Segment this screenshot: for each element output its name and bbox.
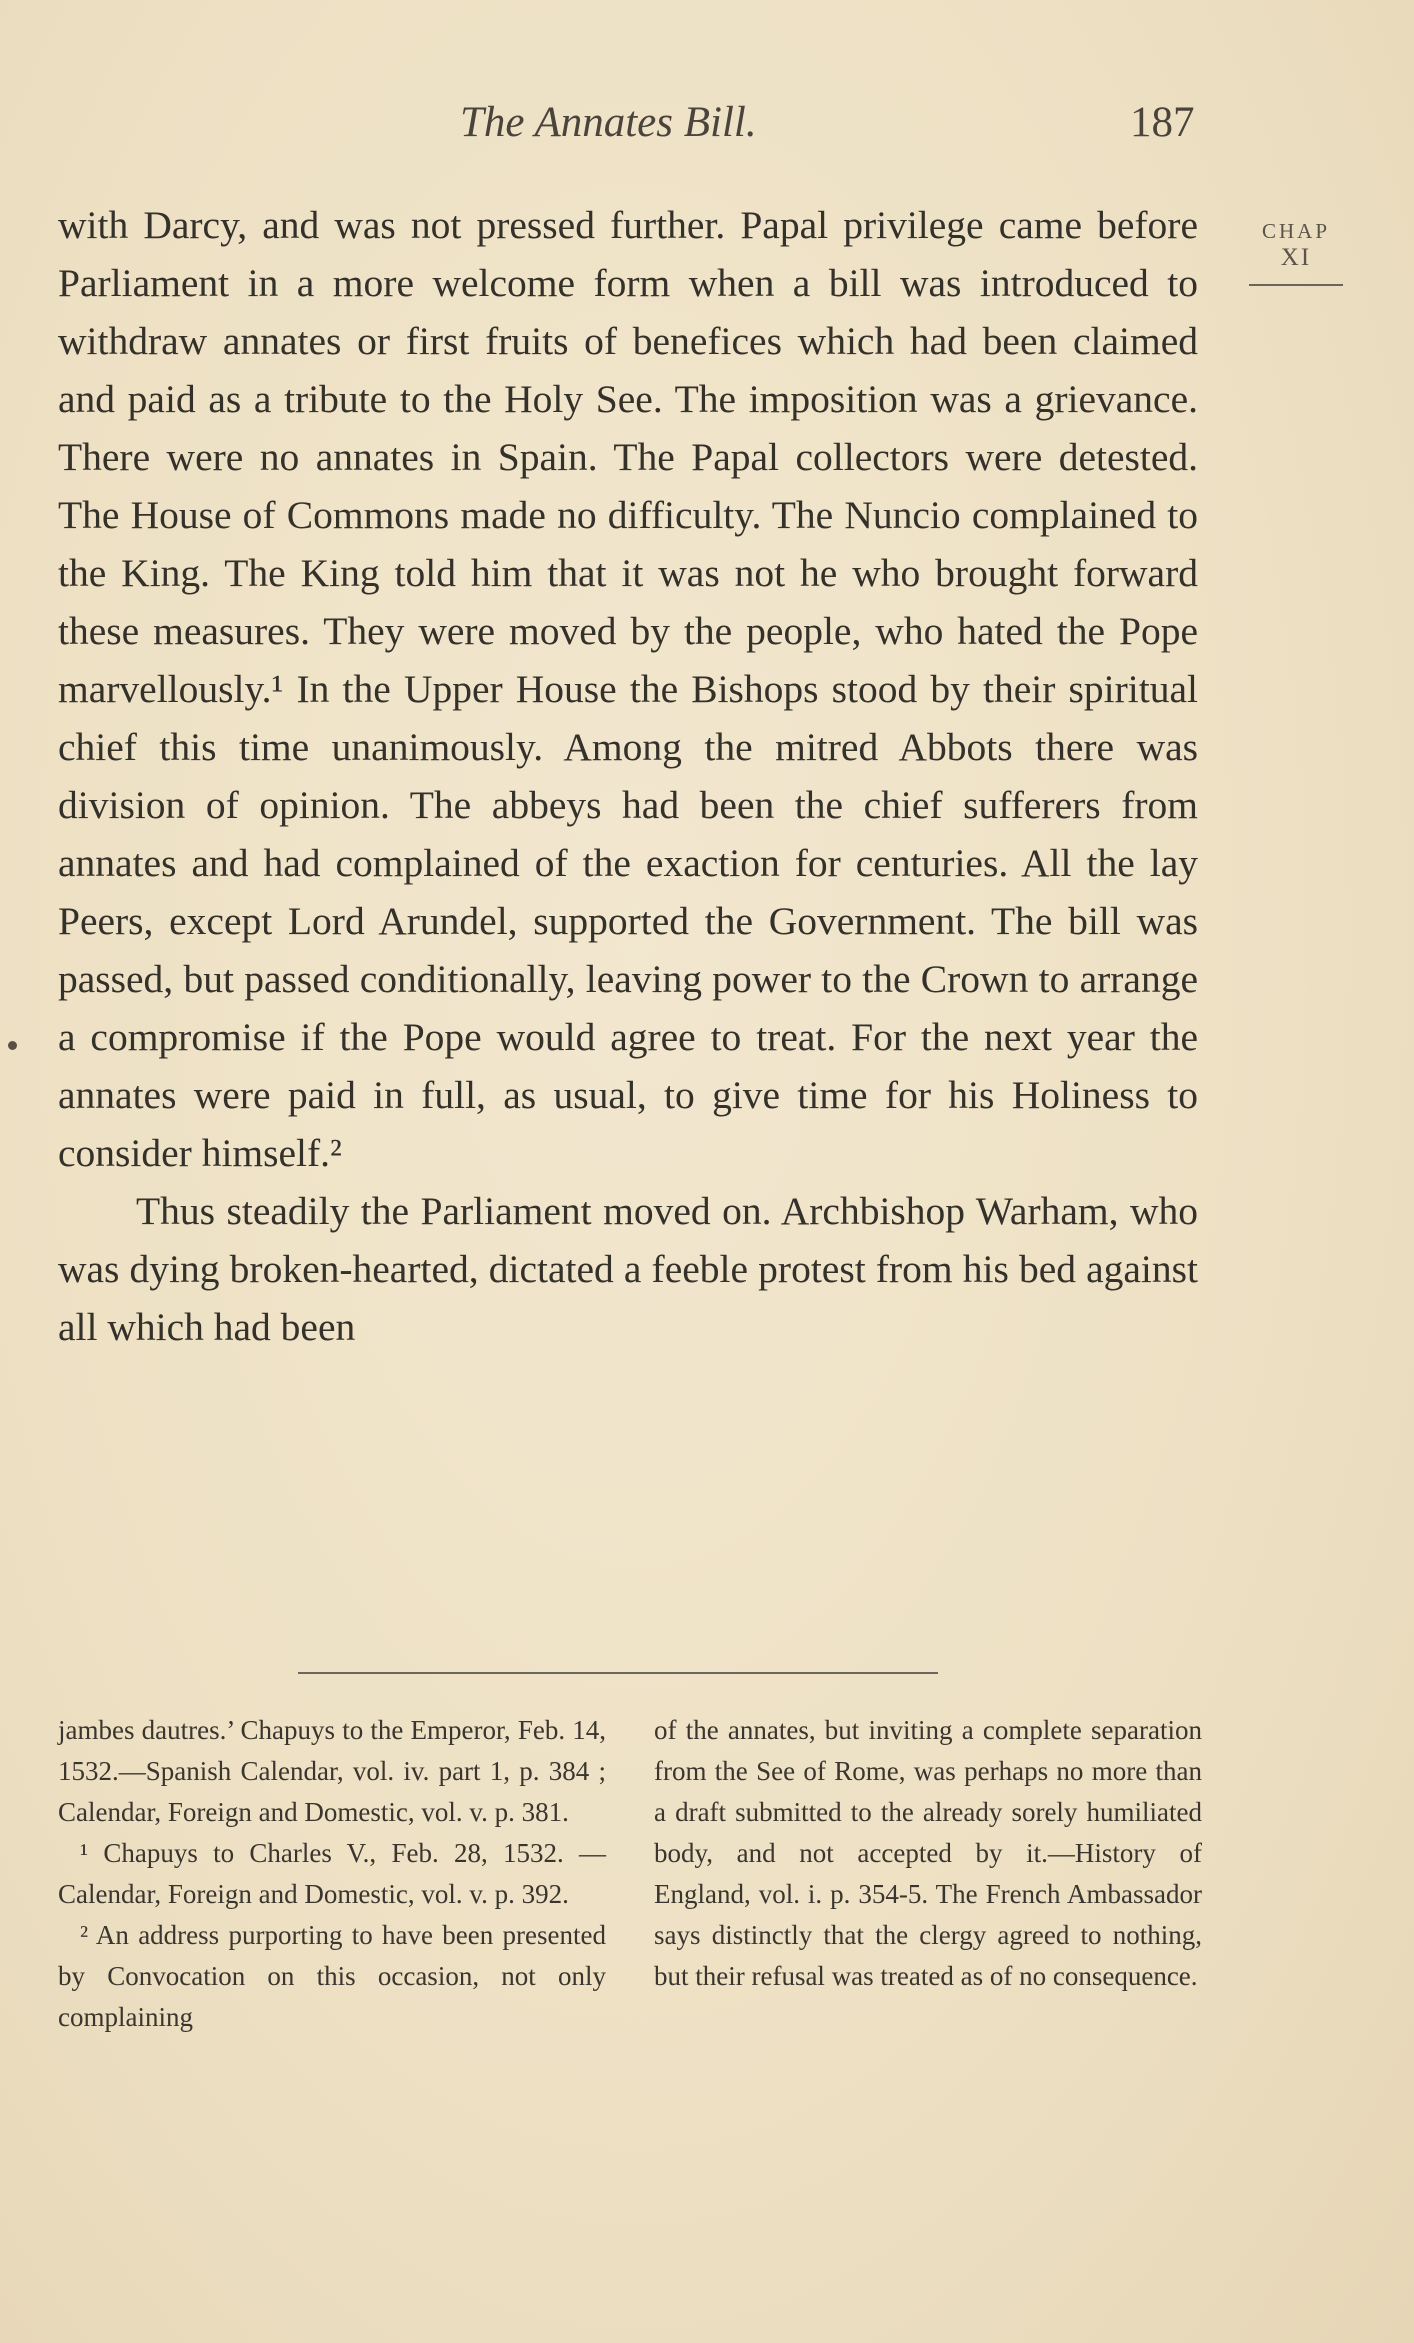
footnotes xyxy=(58,1710,1208,2190)
footnotes-left-column xyxy=(58,1710,606,2038)
chapter-number: XI xyxy=(1280,244,1312,271)
footnote-1: ¹ Chapuys to Charles V., Feb. 28, 1532. — Calendar, Foreign and Domestic, vol. v. p. 392. xyxy=(58,1838,606,1909)
running-head xyxy=(0,98,1414,158)
footnote-divider xyxy=(298,1672,938,1674)
chapter-margin-note xyxy=(1246,218,1346,286)
footnotes-right-column xyxy=(654,1710,1202,1997)
footnote-continuation: jambes dautres.’ Chapuys to the Emperor, Feb. 14, 1532.—Spanish Calendar, vol. iv. part 1, p. 384 ; Calendar, Foreign and Domestic, vol. v. p. 381. xyxy=(58,1715,606,1827)
ink-speck xyxy=(8,1041,17,1050)
main-text xyxy=(58,196,1198,1356)
paragraph-2: Thus steadily the Parliament moved on. Archbishop Warham, who was dying broken-hearted, dictated a feeble protest from his bed against all which had been xyxy=(58,1189,1198,1349)
page-number: 187 xyxy=(1130,99,1195,146)
footnote-2-continuation: of the annates, but inviting a complete separation from the See of Rome, was perhaps no more than a draft submitted to the already sorely humiliated body, and not accepted by it.—History of England, vol. i. p. 354-5. The French Ambassador says distinctly that the clergy agreed to nothing, but their refusal was treated as of no consequence. xyxy=(654,1715,1202,1991)
paragraph-1: with Darcy, and was not pressed further. Papal privilege came before Parliament in a more welcome form when a bill was introduced to withdraw annates or first fruits of benefices which had been claimed and paid as a tribute to the Holy See. The imposition was a grievance. There were no annates in Spain. The Papal collectors were detested. The House of Commons made no difficulty. The Nuncio complained to the King. The King told him that it was not he who brought forward these measures. They were moved by the people, who hated the Pope marvellously.¹ In the Upper House the Bishops stood by their spiritual chief this time unanimously. Among the mitred Abbots there was division of opinion. The abbeys had been the chief sufferers from annates and had complained of the exaction for centuries. All the lay Peers, except Lord Arundel, supported the Government. The bill was passed, but passed conditionally, leaving power to the Crown to arrange a compromise if the Pope would agree to treat. For the next year the annates were paid in full, as usual, to give time for his Holiness to consider himself.² xyxy=(58,203,1198,1175)
running-title: The Annates Bill. xyxy=(460,99,757,146)
chapter-label: CHAP xyxy=(1261,219,1331,243)
chapter-rule xyxy=(1249,284,1343,286)
footnote-2: ² An address purporting to have been presented by Convocation on this occasion, not only complaining xyxy=(58,1920,606,2032)
